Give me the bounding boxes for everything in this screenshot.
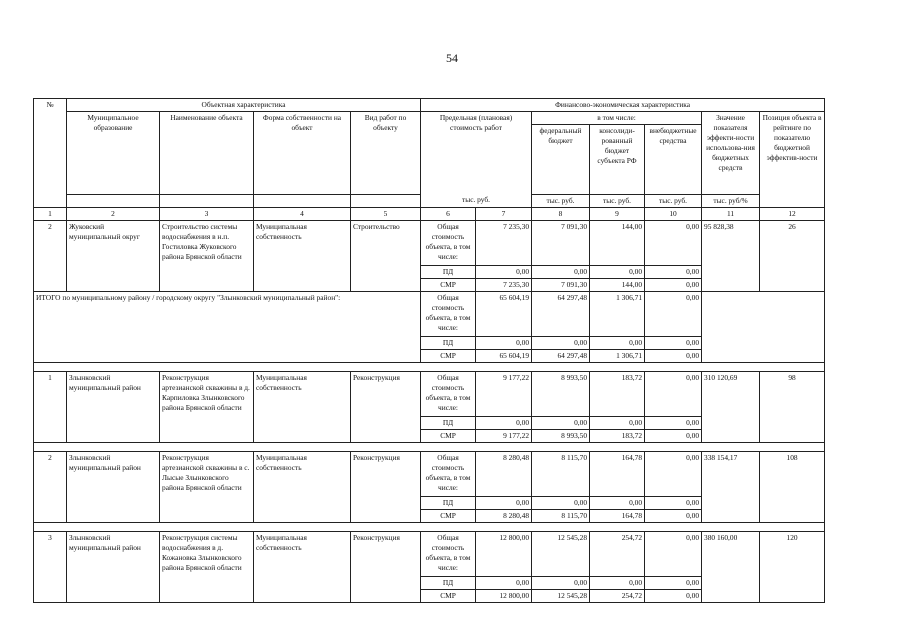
federal-value: 8 993,50	[532, 429, 590, 442]
efficiency-value: 95 828,38	[702, 220, 760, 291]
total-cost-label: Общая стоимость объекта, в том числе:	[421, 291, 476, 336]
total-cost-label: Общая стоимость объекта, в том числе:	[421, 531, 476, 576]
federal-value: 64 297,48	[532, 349, 590, 362]
efficiency-value: 338 154,17	[702, 451, 760, 522]
object-cell: Реконструкция артезианской скважины в с. Лысые Злынковского района Брянской области	[160, 451, 254, 522]
federal-value: 7 091,30	[532, 220, 590, 265]
federal-value: 8 115,70	[532, 451, 590, 496]
row-number: 3	[34, 531, 67, 602]
consolidated-value: 144,00	[590, 278, 645, 291]
col-number: 2	[67, 207, 160, 220]
col-number: 1	[34, 207, 67, 220]
total-cost-label: Общая стоимость объекта, в том числе:	[421, 220, 476, 265]
extra-value: 0,00	[645, 496, 702, 509]
extra-value: 0,00	[645, 416, 702, 429]
ownership-cell: Муниципальная собственность	[254, 531, 351, 602]
extra-value: 0,00	[645, 531, 702, 576]
extra-value: 0,00	[645, 589, 702, 602]
pd-label: ПД	[421, 576, 476, 589]
consolidated-value: 254,72	[590, 589, 645, 602]
federal-value: 12 545,28	[532, 589, 590, 602]
extrabudget-header: внебюджетные средства	[645, 124, 702, 194]
cost-value: 0,00	[476, 336, 532, 349]
cost-value: 8 280,48	[476, 509, 532, 522]
col-number: 7	[476, 207, 532, 220]
col-number: 6	[421, 207, 476, 220]
pd-label: ПД	[421, 416, 476, 429]
work-type-header: Вид работ по объекту	[351, 111, 421, 194]
including-header: в том числе:	[532, 111, 702, 124]
unit-extra: тыс. руб.	[645, 194, 702, 207]
cost-value: 0,00	[476, 416, 532, 429]
extra-value: 0,00	[645, 509, 702, 522]
efficiency-value: 380 160,00	[702, 531, 760, 602]
header-row	[34, 111, 825, 124]
smr-label: СМР	[421, 349, 476, 362]
cost-value: 65 604,19	[476, 349, 532, 362]
header-row	[34, 99, 825, 112]
consolidated-value: 183,72	[590, 429, 645, 442]
consolidated-value: 144,00	[590, 220, 645, 265]
federal-value: 64 297,48	[532, 291, 590, 336]
consolidated-value: 254,72	[590, 531, 645, 576]
consolidated-value: 0,00	[590, 416, 645, 429]
ownership-cell: Муниципальная собственность	[254, 371, 351, 442]
table-row	[34, 451, 825, 496]
municipality-cell: Жуковский муниципальный округ	[67, 220, 160, 291]
smr-label: СМР	[421, 509, 476, 522]
work-type-cell: Реконструкция	[351, 531, 421, 602]
federal-value: 12 545,28	[532, 531, 590, 576]
col-number: 8	[532, 207, 590, 220]
cost-value: 12 800,00	[476, 589, 532, 602]
cost-value: 7 235,30	[476, 278, 532, 291]
spacer-row	[34, 522, 825, 531]
federal-value: 0,00	[532, 265, 590, 278]
units-row	[34, 194, 825, 207]
federal-value: 0,00	[532, 336, 590, 349]
object-cell: Реконструкция артезианской скважины в д. Карпиловка Злынковского района Брянской области	[160, 371, 254, 442]
extra-value: 0,00	[645, 265, 702, 278]
total-cost-label: Общая стоимость объекта, в том числе:	[421, 371, 476, 416]
unit-efficiency: тыс. руб/%	[702, 194, 760, 207]
table-row	[34, 531, 825, 576]
rating-value: 98	[760, 371, 825, 442]
extra-value: 0,00	[645, 291, 702, 336]
object-cell: Строительство системы водоснабжения в н.п. Гостиловка Жуковского района Брянской области	[160, 220, 254, 291]
smr-label: СМР	[421, 429, 476, 442]
consolidated-value: 164,78	[590, 509, 645, 522]
rating-header: Позиция объекта в рейтинге по показателю бюджетной эффектив-ности	[760, 111, 825, 207]
cost-value: 65 604,19	[476, 291, 532, 336]
efficiency-value: 310 120,69	[702, 371, 760, 442]
cost-value: 0,00	[476, 576, 532, 589]
work-type-cell: Строительство	[351, 220, 421, 291]
consolidated-header: консолиди-рованный бюджет субъекта РФ	[590, 124, 645, 194]
pd-label: ПД	[421, 265, 476, 278]
extra-value: 0,00	[645, 278, 702, 291]
cost-value: 7 235,30	[476, 220, 532, 265]
col-number: 9	[590, 207, 645, 220]
federal-value: 0,00	[532, 416, 590, 429]
federal-value: 7 091,30	[532, 278, 590, 291]
object-name-header: Наименование объекта	[160, 111, 254, 194]
rating-value: 120	[760, 531, 825, 602]
col-number: 4	[254, 207, 351, 220]
object-group-header: Объектная характеристика	[67, 99, 421, 112]
ownership-header: Форма собственности на объект	[254, 111, 351, 194]
cost-value: 12 800,00	[476, 531, 532, 576]
extra-value: 0,00	[645, 371, 702, 416]
finance-group-header: Финансово-экономическая характеристика	[421, 99, 825, 112]
col-number: 3	[160, 207, 254, 220]
total-row	[34, 291, 825, 336]
extra-value: 0,00	[645, 429, 702, 442]
extra-value: 0,00	[645, 451, 702, 496]
cost-value: 9 177,22	[476, 371, 532, 416]
pd-label: ПД	[421, 336, 476, 349]
ownership-cell: Муниципальная собственность	[254, 451, 351, 522]
unit-federal: тыс. руб.	[532, 194, 590, 207]
itogo-label: ИТОГО по муниципальному району / городскому округу "Злынковский муниципальный район":	[34, 291, 421, 362]
unit-cost: тыс. руб.	[421, 194, 532, 207]
municipality-header: Муниципальное образование	[67, 111, 160, 194]
federal-value: 8 115,70	[532, 509, 590, 522]
smr-label: СМР	[421, 589, 476, 602]
municipality-cell: Злынковский муниципальный район	[67, 371, 160, 442]
row-number: 2	[34, 220, 67, 291]
financial-table	[33, 98, 825, 603]
extra-value: 0,00	[645, 576, 702, 589]
page-number: 54	[446, 51, 458, 65]
consolidated-value: 164,78	[590, 451, 645, 496]
consolidated-value: 1 306,71	[590, 349, 645, 362]
cost-value: 0,00	[476, 496, 532, 509]
spacer-row	[34, 442, 825, 451]
col-number: 5	[351, 207, 421, 220]
cost-value: 8 280,48	[476, 451, 532, 496]
col-number: 10	[645, 207, 702, 220]
extra-value: 0,00	[645, 336, 702, 349]
extra-value: 0,00	[645, 349, 702, 362]
column-numbers-row	[34, 207, 825, 220]
object-cell: Реконструкция системы водоснабжения в д. Кожановка Злынковского района Брянской области	[160, 531, 254, 602]
municipality-cell: Злынковский муниципальный район	[67, 451, 160, 522]
federal-header: федеральный бюджет	[532, 124, 590, 194]
col-number: 11	[702, 207, 760, 220]
table-row	[34, 220, 825, 265]
consolidated-value: 1 306,71	[590, 291, 645, 336]
federal-value: 0,00	[532, 576, 590, 589]
max-cost-header: Предельная (плановая) стоимость работ	[421, 111, 532, 194]
work-type-cell: Реконструкция	[351, 371, 421, 442]
efficiency-header: Значение показателя эффекти-ности использова-ния бюджетных средств	[702, 111, 760, 194]
consolidated-value: 0,00	[590, 265, 645, 278]
spacer-row	[34, 362, 825, 371]
row-number: 2	[34, 451, 67, 522]
col-num-header: №	[34, 99, 67, 112]
work-type-cell: Реконструкция	[351, 451, 421, 522]
federal-value: 8 993,50	[532, 371, 590, 416]
cost-value: 9 177,22	[476, 429, 532, 442]
smr-label: СМР	[421, 278, 476, 291]
ownership-cell: Муниципальная собственность	[254, 220, 351, 291]
cost-value: 0,00	[476, 265, 532, 278]
col-number: 12	[760, 207, 825, 220]
consolidated-value: 0,00	[590, 496, 645, 509]
consolidated-value: 0,00	[590, 336, 645, 349]
consolidated-value: 0,00	[590, 576, 645, 589]
total-cost-label: Общая стоимость объекта, в том числе:	[421, 451, 476, 496]
row-number: 1	[34, 371, 67, 442]
rating-value: 26	[760, 220, 825, 291]
municipality-cell: Злынковский муниципальный район	[67, 531, 160, 602]
extra-value: 0,00	[645, 220, 702, 265]
rating-value: 108	[760, 451, 825, 522]
table-row	[34, 371, 825, 416]
federal-value: 0,00	[532, 496, 590, 509]
unit-consolidated: тыс. руб.	[590, 194, 645, 207]
pd-label: ПД	[421, 496, 476, 509]
consolidated-value: 183,72	[590, 371, 645, 416]
